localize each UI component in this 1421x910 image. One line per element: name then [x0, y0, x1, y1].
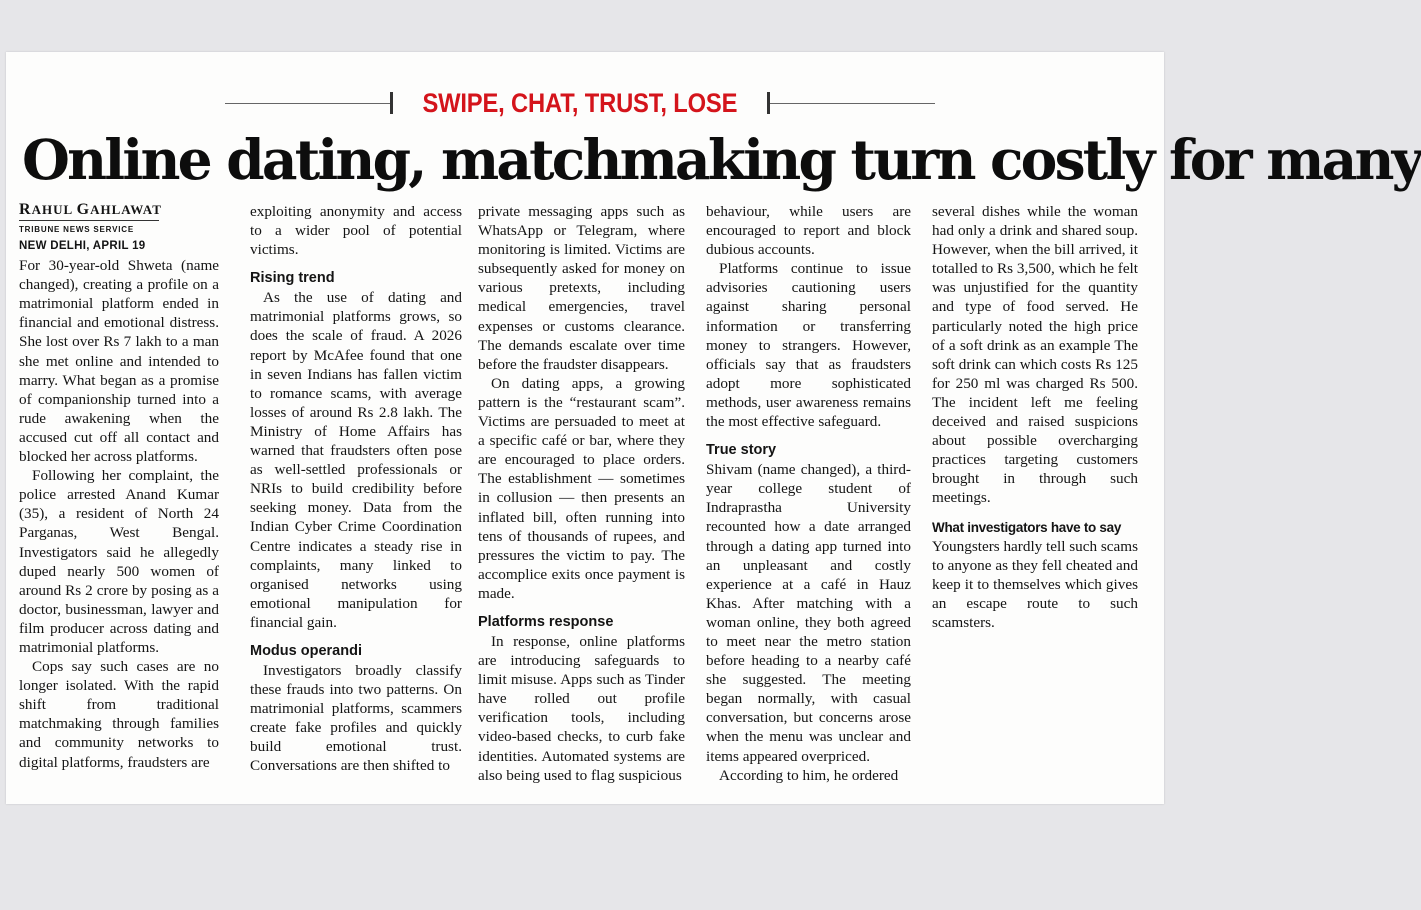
subheading: Rising trend: [250, 270, 335, 287]
kicker-row: [225, 86, 935, 120]
article-column-1: [19, 202, 219, 772]
byline-first: AHUL: [31, 202, 73, 217]
paragraph-continued: behaviour, while users are encouraged to report and block dubious accounts.: [706, 203, 911, 259]
article-column-4: [706, 202, 911, 785]
paragraph: In response, online platforms are introducing safeguards to limit misuse. Apps such as Tinder have rolled out profile verification tools, including video-based checks, to curb fake identities. Automated systems are also being used to flag suspicious: [478, 632, 685, 784]
byline: [19, 202, 219, 218]
paragraph: For 30-year-old Shweta (name changed), creating a profile on a matrimonial platform ended in financial and emotional distress. She lost over Rs 7 lakh to a man she met online and intended to marry. What began as a promise of companionship turned into a rude awakening when the accused cut off all contact and blocked her across platforms.: [19, 257, 219, 466]
subheading: Platforms response: [478, 613, 614, 630]
article-column-5: [932, 202, 1138, 632]
subheading: What investigators have to say: [932, 519, 1122, 535]
kicker-bar-left: [390, 92, 393, 114]
paragraph: Investigators broadly classify these frauds into two patterns. On matrimonial platforms, scammers create fake profiles and quickly build emotional trust. Conversations are then shifted to: [250, 661, 462, 775]
subheading: Modus operandi: [250, 642, 362, 659]
paragraph: Shivam (name changed), a third-year college student of Indraprastha University recounted how a date arranged through a dating app turned into an unpleasant and costly experience at a café in Hauz Khas. After matching with a woman online, they both agreed to meet near the metro station before heading to a nearby café she suggested. The meeting began normally, with casual conversation, but concerns arose when the menu was unclear and items appeared overpriced.: [706, 461, 911, 765]
article-column-3: [478, 202, 685, 785]
paragraph: Following her complaint, the police arrested Anand Kumar (35), a resident of North 24 Parganas, West Bengal. Investigators said he allegedly duped nearly 500 women of around Rs 2 crore by posing as a doctor, businessman, lawyer and film producer across dating and matrimonial platforms.: [19, 467, 219, 656]
paragraph: As the use of dating and matrimonial platforms grows, so does the scale of fraud. A 2026 report by McAfee found that one in seven Indians has fallen victim to romance scams, with average losses of around Rs 2.8 lakh. The Ministry of Home Affairs has warned that fraudsters often pose as well-settled professionals or NRIs to build credibility before seeking money. Data from the Indian Cyber Crime Coordination Centre indicates a steady rise in complaints, many linked to organised networks using emotional manipulation for financial gain.: [250, 289, 462, 631]
paragraph-continued: exploiting anonymity and access to a wider pool of potential victims.: [250, 203, 462, 259]
byline-rule: [19, 220, 159, 221]
paragraph: On dating apps, a growing pattern is the “restaurant scam”. Victims are persuaded to meet at a specific café or bar, where they are encouraged to place orders. The establishment — sometimes in collusion — then presents an inflated bill, often running into tens of thousands of rupees, and pressures the victim to pay. The accomplice exits once payment is made.: [478, 374, 685, 602]
byline-last: AHLAWAT: [90, 202, 162, 217]
article-column-2: [250, 202, 462, 776]
byline-initial: R: [19, 201, 32, 218]
paragraph-continued: several dishes while the woman had only a drink and shared soup. However, when the bill arrived, it totalled to Rs 3,500, which he felt was unjustified for the quantity and type of food served. He particularly noted the high price of a soft drink as an example The soft drink can which costs Rs 125 for 250 ml was charged Rs 500. The incident left me feeling deceived and raised suspicions about possible overcharging practices targeting customers brought in through such meetings.: [932, 203, 1138, 507]
paragraph: According to him, he ordered: [719, 766, 899, 784]
kicker-rule-right: [770, 103, 935, 104]
headline: Online dating, matchmaking turn costly for many: [22, 127, 1421, 192]
paragraph: Cops say such cases are no longer isolated. With the rapid shift from traditional matchmaking through families and community networks to digital platforms, fraudsters are: [19, 658, 219, 771]
paragraph-continued: private messaging apps such as WhatsApp or Telegram, where monitoring is limited. Victims are subsequently asked for money on various pretexts, including medical emergencies, travel expenses or customs clearance. The demands escalate over time before the fraudster disappears.: [478, 203, 685, 373]
kicker: SWIPE, CHAT, TRUST, LOSE: [422, 87, 738, 118]
paragraph: Platforms continue to issue advisories cautioning users against sharing personal information or transferring money to strangers. However, officials say that as fraudsters adopt more sophisticated methods, user awareness remains the most effective safeguard.: [706, 260, 911, 431]
byline-initial: G: [76, 201, 91, 218]
subheading: True story: [706, 442, 777, 459]
news-service: TRIBUNE NEWS SERVICE: [19, 225, 134, 234]
dateline: NEW DELHI, APRIL 19: [19, 240, 146, 252]
kicker-rule-left: [225, 103, 390, 104]
paragraph: Youngsters hardly tell such scams to anyone as they fell cheated and keep it to themselves which gives an escape route to such scamsters.: [932, 537, 1139, 631]
